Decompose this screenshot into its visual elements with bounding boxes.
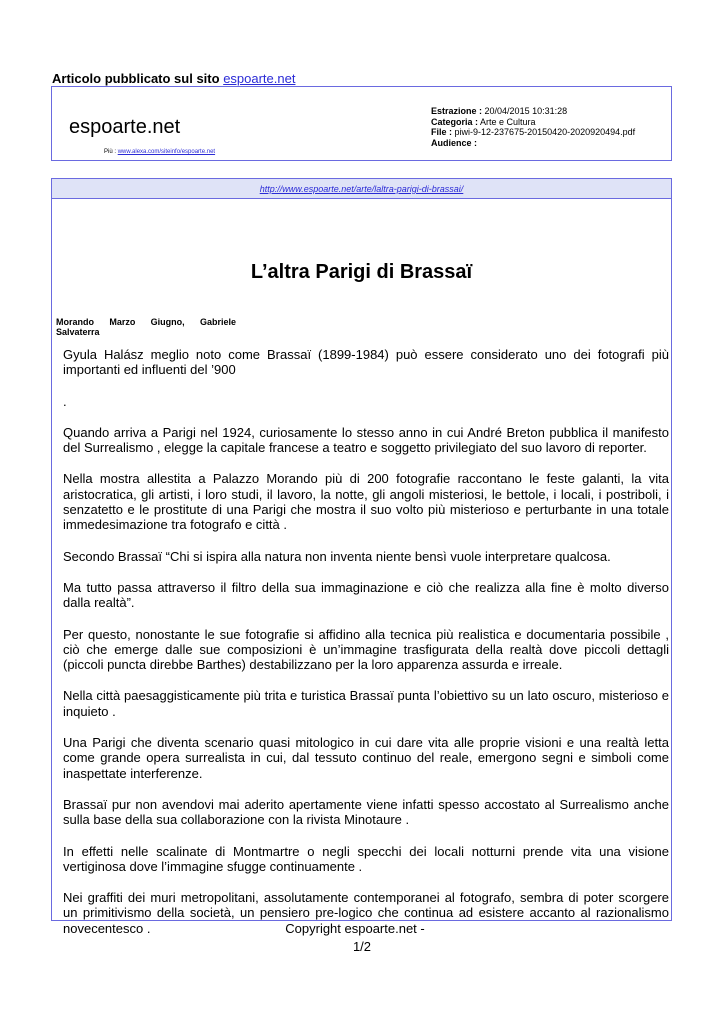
more-label: Più : [104, 149, 117, 155]
paragraph: Per questo, nonostante le sue fotografie si affidino alla tecnica più realistica e documentaria possibile , ciò che emerge dalle sue composizioni è un’immagine trasfigurata della realtà dove piccoli dettagli (piccoli puncta direbbe Barthes) destabilizzano per la loro apparenza assurda e irreale. [63, 626, 669, 673]
paragraph: Nella mostra allestita a Palazzo Morando più di 200 fotografie raccontano le feste galanti, la vita aristocratica, gli artisti, i loro studi, il lavoro, la notte, gli angoli misteriosi, le bettole, i locali, i postriboli, i senzatetto e le prostitute di una Parigi che mostra il suo volto più misterioso e perturbante in una totale immedesimazione tra fotografo e città . [63, 471, 669, 533]
published-on-line [52, 71, 295, 86]
file-value: piwi-9-12-237675-20150420-2020920494.pdf [454, 127, 636, 137]
paragraph: Una Parigi che diventa scenario quasi mitologico in cui dare vita alle proprie visioni e una realtà letta come grande opera surrealista in cui, dal tessuto continuo del reale, emergono segni e simboli come inaspettate interferenze. [63, 735, 669, 781]
paragraph: Nei graffiti dei muri metropolitani, assolutamente contemporanei al fotografo, sembra di poter scorgere un primitivismo della società, un pensiero pre-logico che continua ad esistere accanto al razionalismo novecentesco . [63, 890, 669, 936]
article-url-bar [52, 179, 671, 199]
article-url-link[interactable]: http://www.espoarte.net/arte/laltra-parigi-di-brassai/ [259, 184, 464, 194]
article-title: L’altra Parigi di Brassaï [250, 261, 473, 283]
paragraph: . [63, 393, 67, 409]
paragraph: In effetti nelle scalinate di Montmartre o negli specchi dei locali notturni prende vita una visione vertiginosa dove l’immagine sfugge continuamente . [63, 843, 669, 874]
audience-row: Audience : [431, 137, 478, 148]
published-label: Articolo pubblicato sul sito [52, 71, 220, 86]
paragraph: Nella città paesaggisticamente più trita e turistica Brassaï punta l’obiettivo su un lato oscuro, misterioso e inquieto . [63, 688, 669, 719]
paragraph: Ma tutto passa attraverso il filtro della sua immaginazione e ciò che realizza alla fine è molto diverso dalla realtà”. [63, 579, 669, 611]
published-site-link[interactable]: espoarte.net [223, 71, 296, 86]
article-body [63, 347, 669, 952]
extraction-details [431, 106, 635, 148]
site-name: espoarte.net [69, 116, 181, 138]
category-value: Arte e Cultura [480, 116, 536, 127]
extraction-value: 20/04/2015 10:31:28 [484, 106, 568, 116]
file-row: File : piwi-9-12-237675-20150420-2020920494.pdf [431, 127, 636, 137]
paragraph: Brassaï pur non avendovi mai aderito apertamente viene infatti spesso accostato al Surrealismo anche sulla base della sua collaborazione con la rivista Minotaure . [63, 796, 669, 828]
paragraph: Secondo Brassaï “Chi si ispira alla natura non inventa niente bensì vuole interpretare qualcosa. [63, 548, 611, 564]
page-number: 1/2 [352, 939, 372, 954]
alexa-link[interactable]: www.alexa.com/siteinfo/espoarte.net [117, 149, 216, 155]
more-info-line [104, 149, 215, 155]
article-meta-box [51, 86, 672, 161]
copyright-text: Copyright espoarte.net - [285, 921, 425, 936]
page-footer [0, 920, 724, 956]
extraction-row: Estrazione : 20/04/2015 10:31:28 [431, 106, 568, 116]
paragraph: Quando arriva a Parigi nel 1924, curiosamente lo stesso anno in cui André Breton pubblica il manifesto del Surrealismo , elegge la capitale francese a teatro e soggetto privilegiato del suo lavoro di reporter. [63, 424, 669, 456]
category-row: Categoria : Arte e Cultura [431, 116, 536, 127]
paragraph: Gyula Halász meglio noto come Brassaï (1899-1984) può essere considerato uno dei fotografi più importanti ed influenti del ’900 [63, 347, 669, 378]
article-author: Morando Marzo Giugno, Gabriele Salvaterra [56, 317, 236, 337]
